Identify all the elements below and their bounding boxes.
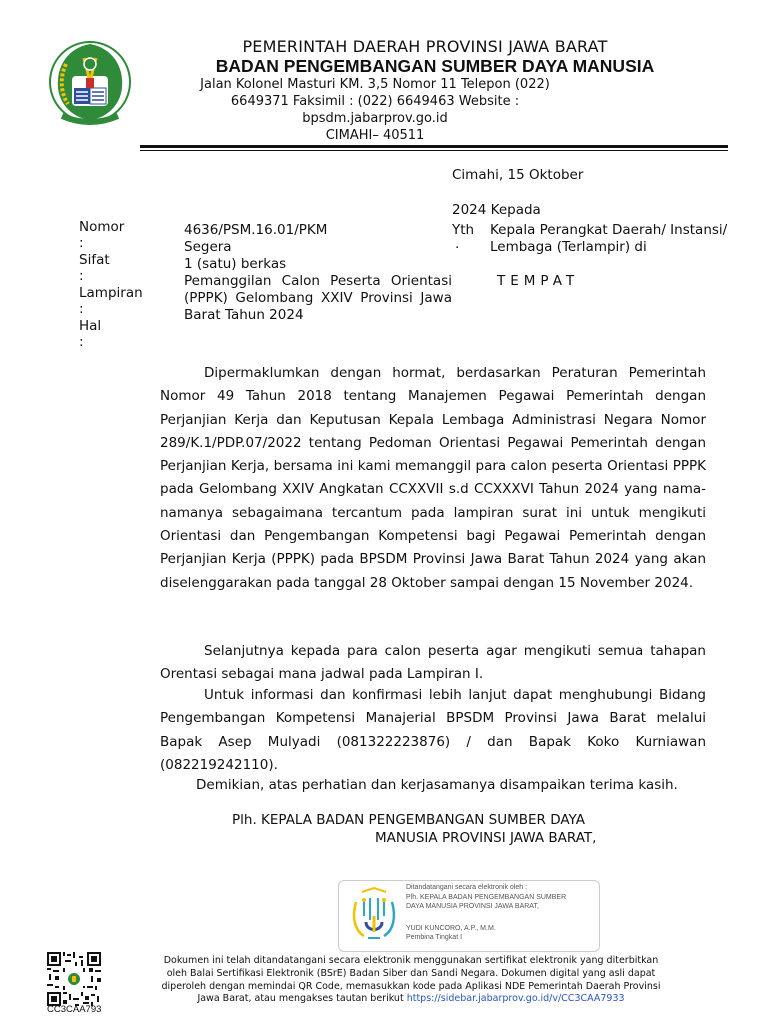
letterhead-divider-thick — [140, 145, 728, 148]
recipient: Kepala Perangkat Daerah/ Instansi/ Lembaga (Terlampir) di — [490, 222, 728, 255]
meta-hal: Pemanggilan Calon Peserta Orientasi (PPPK) Gelombang XXIV Provinsi Jawa Barat Tahun 2024 — [184, 273, 452, 323]
meta-colon: : — [79, 235, 84, 251]
meta-colon: : — [79, 268, 84, 284]
qr-code-label: CC3CAA793 — [47, 1004, 102, 1015]
signatory-title-line2: MANUSIA PROVINSI JAWA BARAT, — [375, 830, 597, 846]
e-signature-line: Plh. KEPALA BADAN PENGEMBANGAN SUMBER — [406, 894, 567, 901]
body-paragraph-2: Selanjutnya kepada para calon peserta agar mengikuti semua tahapan Orentasi sebagai mana jadwal pada Lampiran I. — [160, 643, 706, 683]
qr-code-icon — [47, 952, 101, 1006]
place-date: Cimahi, 15 Oktober — [452, 167, 584, 183]
footer-line: Dokumen ini telah ditandatangani secara elektronik menggunakan sertifikat elektronik yang diterbitkan — [163, 955, 659, 966]
e-signature-logo-icon — [348, 886, 400, 942]
body-paragraph-1: Dipermaklumkan dengan hormat, berdasarkan Peraturan Pemerintah Nomor 49 Tahun 2018 tentang Manajemen Pegawai Pemerintah dengan Perjanjian Kerja dan Keputusan Kepala Lembaga Administrasi Negara Nomor 289/K.1/PDP.07/2022 tentang Pedoman Orientasi Pegawai Pemerintah dengan Perjanjian Kerja, bersama ini kami memanggil para calon peserta Orientasi PPPK pada Gelombang XXIV Angkatan CCXXVII s.d CCXXXVI Tahun 2024 yang nama- namanya sebagaimana tercantum pada lampiran surat ini untuk mengikuti Orientasi dan Pengembangan Kompetensi bagi Pegawai Pemerintah dengan Perjanjian Kerja (PPPK) pada BPSDM Provinsi Jawa Barat Tahun 2024 yang akan diselenggarakan pada tanggal 28 Oktober sampai dengan 15 November 2024. — [160, 365, 706, 591]
meta-colon: : — [79, 301, 84, 317]
year-kepada: 2024 Kepada — [452, 202, 541, 218]
signatory-title-line1: Plh. KEPALA BADAN PENGEMBANGAN SUMBER DAYA — [232, 812, 585, 828]
e-signature-line: Ditandatangani secara elektronik oleh : — [406, 884, 528, 891]
footer-line: oleh Balai Sertifikasi Elektronik (BSrE) Badan Siber dan Sandi Negara. Dokumen digital yang asli dapat — [166, 967, 656, 979]
address-line: 6649371 Faksimil : (022) 6649463 Website : — [230, 94, 520, 109]
meta-sifat: Segera — [184, 239, 232, 255]
address-line: Jalan Kolonel Masturi KM. 3,5 Nomor 11 Telepon (022) — [200, 77, 550, 92]
footer-line-prefix: Jawa Barat, atau mengakses tautan berikut — [197, 993, 407, 1005]
letterhead-government: PEMERINTAH DAERAH PROVINSI JAWA BARAT — [242, 37, 608, 56]
meta-lampiran: 1 (satu) berkas — [184, 256, 287, 272]
yth-label: Yth — [452, 222, 475, 238]
footer-disclaimer — [138, 955, 684, 1006]
footer-line — [138, 993, 684, 1006]
west-java-crest-icon — [48, 36, 132, 128]
body-paragraph-3: Untuk informasi dan konfirmasi lebih lanjut dapat menghubungi Bidang Pengembangan Kompetensi Manajerial BPSDM Provinsi Jawa Barat melalui Bapak Asep Mulyadi (081322223876) / dan Bapak Koko Kurniawan (082219242110). — [160, 687, 706, 773]
footer-line: diperoleh dengan memindai QR Code, memasukkan kode pada Aplikasi NDE Pemerintah Daerah Provinsi — [161, 980, 661, 992]
e-signature-signer-rank: Pembina Tingkat I — [406, 934, 463, 941]
yth-dot: . — [455, 236, 460, 252]
meta-colon: : — [79, 334, 84, 350]
closing-paragraph: Demikian, atas perhatian dan kerjasamanya disampaikan terima kasih. — [196, 777, 678, 793]
letterhead-agency: BADAN PENGEMBANGAN SUMBER DAYA MANUSIA — [215, 56, 655, 76]
address-line: bpsdm.jabarprov.go.id — [302, 111, 448, 126]
e-signature-line: DAYA MANUSIA PROVINSI JAWA BARAT, — [406, 903, 539, 910]
letterhead-divider-thin — [140, 150, 728, 151]
address-line: CIMAHI– 40511 — [325, 128, 425, 143]
meta-label-sifat: Sifat — [79, 252, 110, 268]
e-signature-signer-name: YUDI KUNCORO, A.P., M.M. — [406, 925, 496, 932]
letterhead-address — [200, 76, 550, 144]
meta-label-hal: Hal — [79, 318, 102, 334]
meta-label-nomor: Nomor — [79, 219, 125, 235]
verification-link[interactable]: https://sidebar.jabarprov.go.id/v/CC3CAA7933 — [406, 993, 625, 1005]
meta-label-lampiran: Lampiran — [79, 285, 143, 301]
tempat: TEMPAT — [497, 273, 580, 289]
meta-nomor: 4636/PSM.16.01/PKM — [184, 222, 328, 238]
